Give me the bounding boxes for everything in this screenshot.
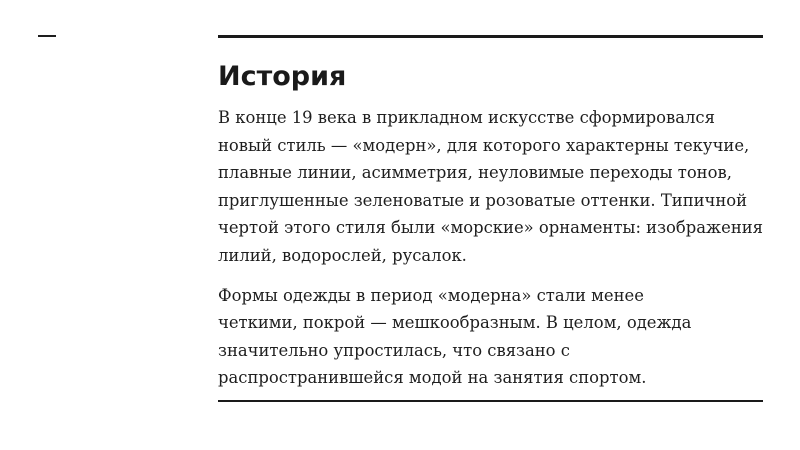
paragraph-2 xyxy=(218,282,763,392)
section-title: История xyxy=(218,61,347,92)
paragraph-2-line: значительно упростилась, что связано с xyxy=(218,340,570,360)
bottom-divider xyxy=(218,400,763,402)
paragraph-2-line: Формы одежды в период «модерна» стали менее xyxy=(218,285,644,305)
paragraph-1: В конце 19 века в прикладном искусстве сформировался новый стиль — «модерн», для которого характерны текучие, плавные линии, асимметрия, неуловимые переходы тонов, приглушенные зеленоватые и розоватые оттенки. Типичной чертой этого стиля были «морские» орнаменты: изображения лилий, водорослей, русалок. xyxy=(218,108,764,265)
top-divider xyxy=(218,35,763,38)
paragraph-2-line: четкими, покрой — мешкообразным. В целом, одежда xyxy=(218,313,692,333)
dash-icon xyxy=(38,35,56,37)
article xyxy=(218,35,763,402)
paragraph-2-line: распространившейся модой на занятия спортом. xyxy=(218,368,647,388)
